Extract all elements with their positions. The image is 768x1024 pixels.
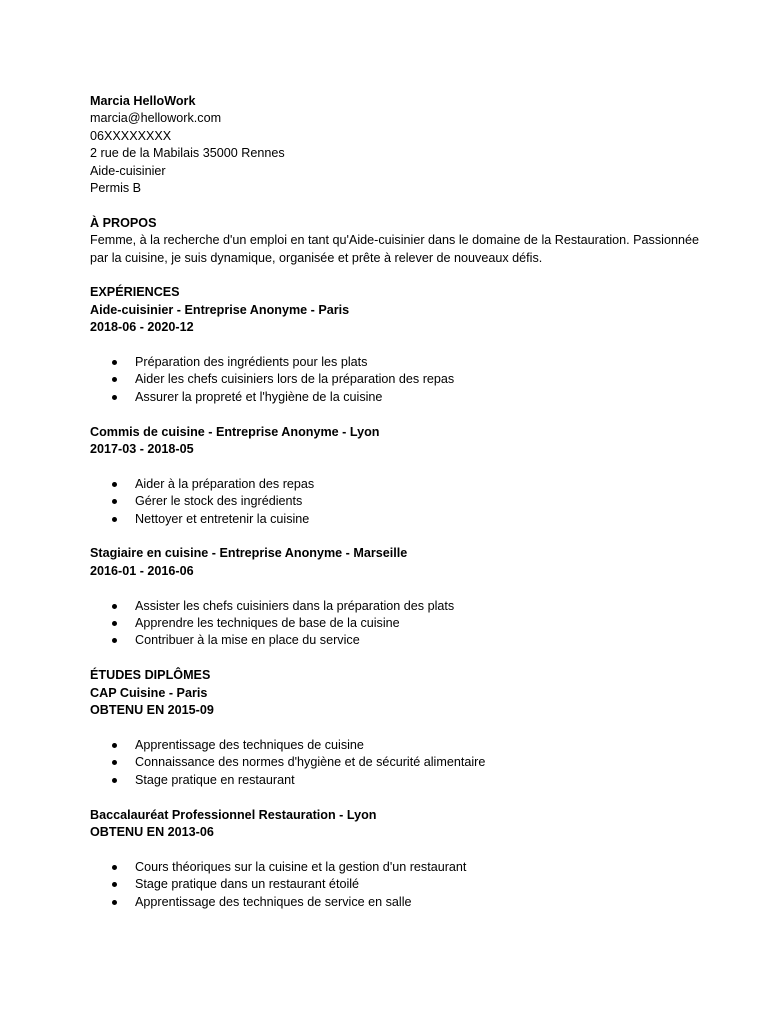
driving-license: Permis B bbox=[90, 181, 142, 196]
spacer bbox=[90, 458, 710, 475]
experience-entry bbox=[90, 302, 710, 406]
list-item bbox=[90, 511, 710, 528]
about-section bbox=[90, 215, 710, 267]
experience-dates: 2016-01 - 2016-06 bbox=[90, 563, 194, 578]
list-item-text: Apprendre les techniques de base de la cuisine bbox=[135, 616, 400, 631]
spacer bbox=[90, 337, 710, 354]
bullet-icon bbox=[112, 517, 117, 522]
list-item bbox=[90, 354, 710, 371]
list-item bbox=[90, 476, 710, 493]
list-item-text: Gérer le stock des ingrédients bbox=[135, 494, 303, 509]
experience-title: Commis de cuisine - Entreprise Anonyme - Lyon bbox=[90, 424, 380, 439]
bullet-icon bbox=[112, 778, 117, 783]
list-item-text: Apprentissage des techniques de cuisine bbox=[135, 737, 364, 752]
bullet-icon bbox=[112, 638, 117, 643]
education-dates: OBTENU EN 2015-09 bbox=[90, 703, 214, 718]
spacer bbox=[90, 650, 710, 667]
experience-title: Aide-cuisinier - Entreprise Anonyme - Paris bbox=[90, 302, 350, 317]
candidate-name: Marcia HelloWork bbox=[90, 94, 196, 108]
job-title: Aide-cuisinier bbox=[90, 163, 166, 178]
list-item-text: Aider les chefs cuisiniers lors de la préparation des repas bbox=[135, 372, 455, 387]
spacer bbox=[90, 789, 710, 806]
spacer bbox=[90, 197, 710, 214]
experiences-section bbox=[90, 284, 710, 649]
bullet-icon bbox=[112, 760, 117, 765]
experience-title: Stagiaire en cuisine - Entreprise Anonyme - Marseille bbox=[90, 546, 408, 561]
experiences-heading: EXPÉRIENCES bbox=[90, 285, 180, 300]
spacer bbox=[90, 406, 710, 423]
about-heading: À PROPOS bbox=[90, 215, 157, 230]
list-item bbox=[90, 389, 710, 406]
about-text: Femme, à la recherche d'un emploi en tant qu'Aide-cuisinier dans le domaine de la Restauration. Passionnée par la cuisine, je suis dynamique, organisée et prête à relever de nouveaux défis. bbox=[90, 233, 699, 265]
education-heading: ÉTUDES DIPLÔMES bbox=[90, 668, 211, 683]
experience-entry bbox=[90, 424, 710, 528]
list-item-text: Aider à la préparation des repas bbox=[135, 476, 315, 491]
list-item bbox=[90, 737, 710, 754]
bullet-icon bbox=[112, 882, 117, 887]
bullet-icon bbox=[112, 360, 117, 365]
experience-entry bbox=[90, 545, 710, 649]
list-item bbox=[90, 876, 710, 893]
list-item bbox=[90, 598, 710, 615]
list-item-text: Préparation des ingrédients pour les plats bbox=[135, 355, 368, 370]
bullet-icon bbox=[112, 395, 117, 400]
list-item bbox=[90, 772, 710, 789]
list-item bbox=[90, 632, 710, 649]
experience-tasks bbox=[90, 476, 710, 528]
spacer bbox=[90, 720, 710, 737]
bullet-icon bbox=[112, 377, 117, 382]
list-item bbox=[90, 754, 710, 771]
spacer bbox=[90, 580, 710, 597]
contact-block bbox=[90, 93, 710, 197]
list-item bbox=[90, 493, 710, 510]
list-item-text: Nettoyer et entretenir la cuisine bbox=[135, 511, 310, 526]
experience-tasks bbox=[90, 354, 710, 406]
bullet-icon bbox=[112, 621, 117, 626]
spacer bbox=[90, 267, 710, 284]
experience-dates: 2017-03 - 2018-05 bbox=[90, 442, 194, 457]
list-item bbox=[90, 859, 710, 876]
list-item-text: Connaissance des normes d'hygiène et de sécurité alimentaire bbox=[135, 755, 486, 770]
bullet-icon bbox=[112, 482, 117, 487]
address-text: 2 rue de la Mabilais 35000 Rennes bbox=[90, 146, 285, 161]
list-item-text: Stage pratique en restaurant bbox=[135, 772, 295, 787]
email-text: marcia@hellowork.com bbox=[90, 111, 222, 126]
phone-text: 06XXXXXXXX bbox=[90, 128, 172, 143]
spacer bbox=[90, 841, 710, 858]
list-item bbox=[90, 894, 710, 911]
list-item-text: Contribuer à la mise en place du service bbox=[135, 633, 360, 648]
bullet-icon bbox=[112, 900, 117, 905]
bullet-icon bbox=[112, 499, 117, 504]
bullet-icon bbox=[112, 865, 117, 870]
list-item-text: Assister les chefs cuisiniers dans la préparation des plats bbox=[135, 598, 455, 613]
list-item bbox=[90, 371, 710, 388]
education-entry bbox=[90, 807, 710, 911]
list-item bbox=[90, 615, 710, 632]
list-item-text: Assurer la propreté et l'hygiène de la cuisine bbox=[135, 389, 383, 404]
bullet-icon bbox=[112, 743, 117, 748]
education-details bbox=[90, 737, 710, 789]
education-title: CAP Cuisine - Paris bbox=[90, 685, 208, 700]
bullet-icon bbox=[112, 604, 117, 609]
resume-page bbox=[90, 93, 710, 911]
education-section bbox=[90, 667, 710, 911]
education-entry bbox=[90, 685, 710, 789]
spacer bbox=[90, 528, 710, 545]
experience-tasks bbox=[90, 598, 710, 650]
education-details bbox=[90, 859, 710, 911]
experience-dates: 2018-06 - 2020-12 bbox=[90, 320, 194, 335]
list-item-text: Cours théoriques sur la cuisine et la gestion d'un restaurant bbox=[135, 859, 467, 874]
list-item-text: Stage pratique dans un restaurant étoilé bbox=[135, 877, 360, 892]
education-dates: OBTENU EN 2013-06 bbox=[90, 824, 214, 839]
education-title: Baccalauréat Professionnel Restauration - Lyon bbox=[90, 807, 377, 822]
list-item-text: Apprentissage des techniques de service en salle bbox=[135, 894, 412, 909]
